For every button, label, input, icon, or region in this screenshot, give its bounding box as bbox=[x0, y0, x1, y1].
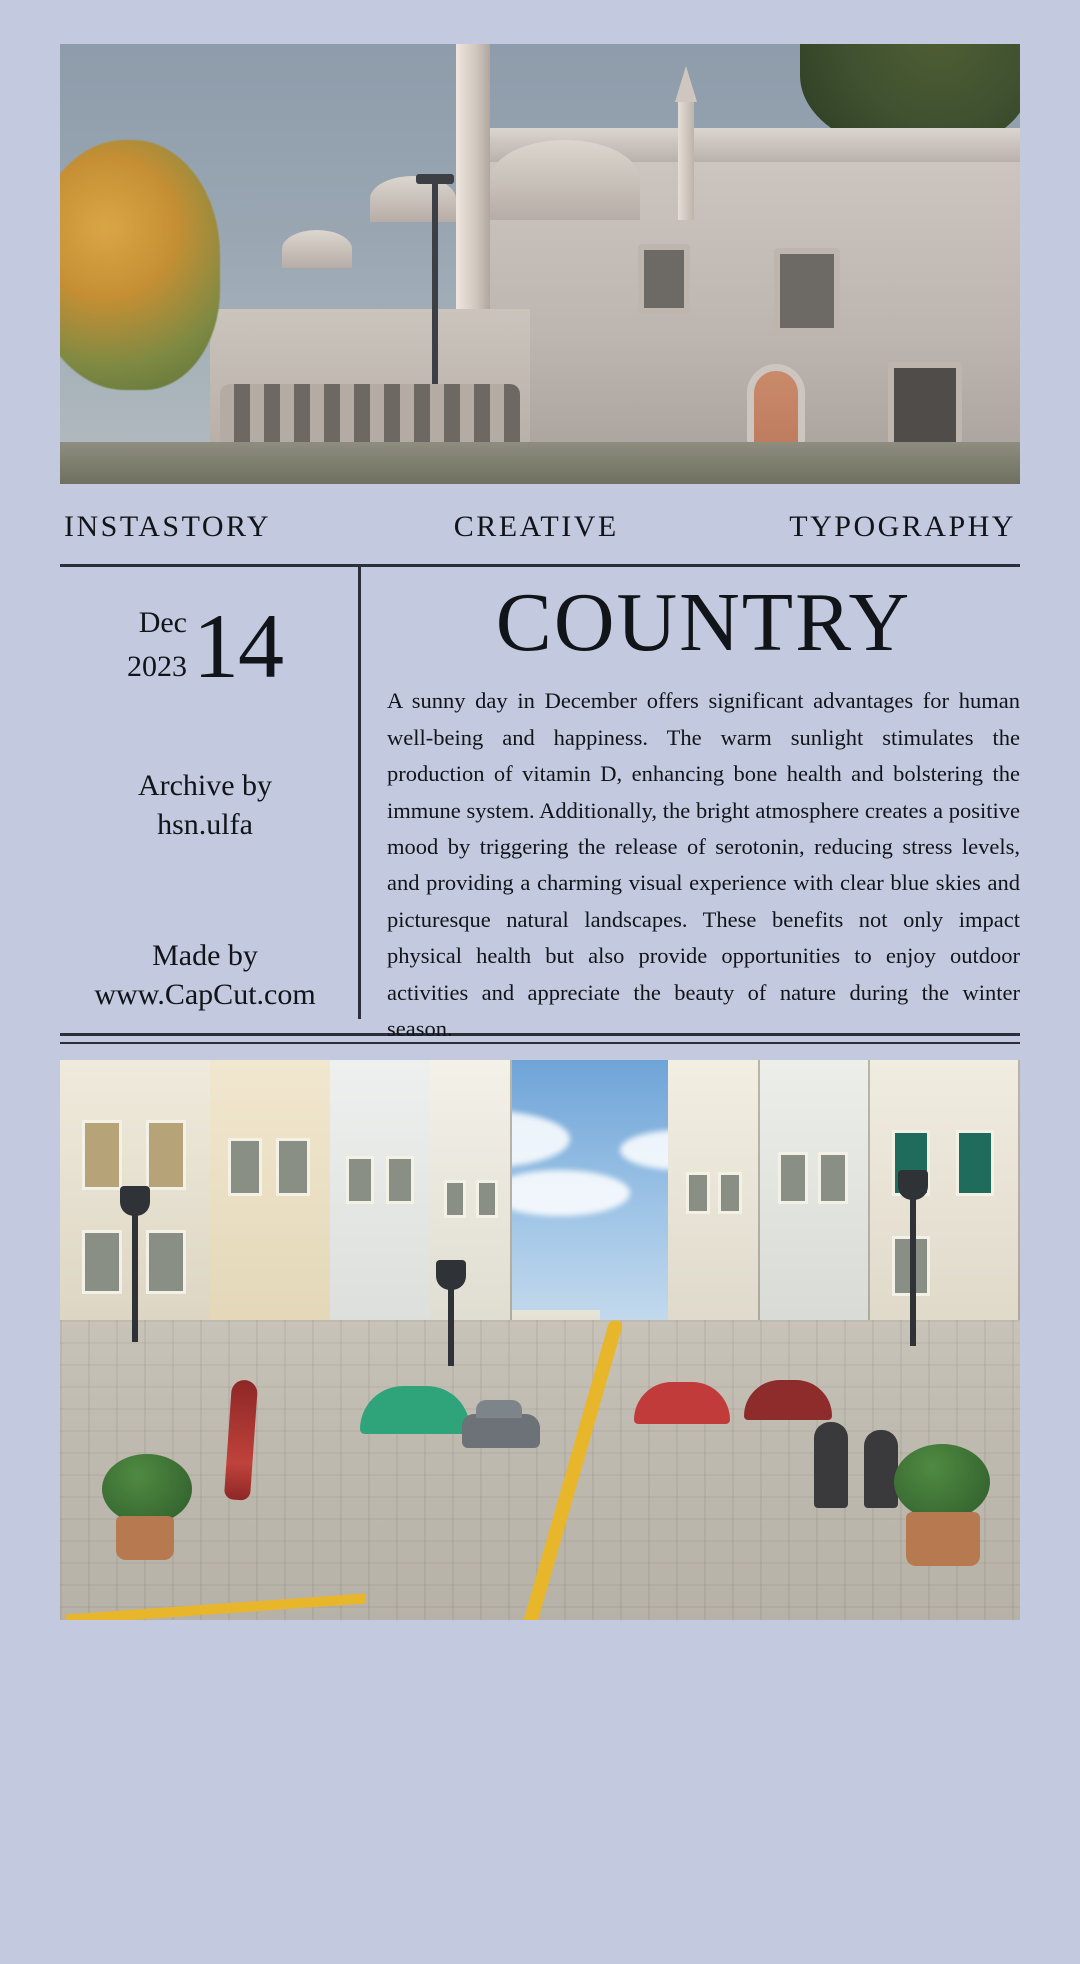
date-year: 2023 bbox=[127, 649, 187, 683]
flower-pot bbox=[116, 1516, 174, 1560]
parked-car bbox=[462, 1414, 540, 1448]
wall-window bbox=[774, 248, 840, 334]
statue bbox=[814, 1422, 848, 1508]
statue bbox=[864, 1430, 898, 1508]
content-column bbox=[361, 567, 1020, 1042]
window bbox=[346, 1156, 374, 1204]
keyword-right: TYPOGRAPHY bbox=[789, 510, 1016, 543]
window-shutter bbox=[82, 1120, 122, 1190]
street-image bbox=[60, 1060, 1020, 1620]
keyword-left: INSTASTORY bbox=[64, 510, 272, 543]
planter-foliage bbox=[894, 1444, 990, 1520]
street-lamp bbox=[910, 1196, 916, 1346]
window bbox=[444, 1180, 466, 1218]
page-title: COUNTRY bbox=[495, 576, 912, 669]
meta-column bbox=[60, 567, 350, 1019]
window bbox=[276, 1138, 310, 1196]
mosque-dome bbox=[282, 230, 352, 268]
autumn-tree bbox=[60, 140, 220, 390]
street-lamp bbox=[448, 1286, 454, 1366]
archive-handle: hsn.ulfa bbox=[157, 808, 253, 841]
archive-credit bbox=[60, 766, 350, 844]
window bbox=[686, 1172, 710, 1214]
lamp-head bbox=[436, 1260, 466, 1290]
window bbox=[778, 1152, 808, 1204]
window-shutter bbox=[956, 1130, 994, 1196]
article-block bbox=[60, 567, 1020, 1042]
window bbox=[718, 1172, 742, 1214]
keyword-row bbox=[60, 510, 1020, 544]
mosque-dome bbox=[490, 140, 640, 220]
archive-label: Archive by bbox=[137, 769, 273, 802]
lamp-post bbox=[432, 174, 438, 384]
lamp-head bbox=[120, 1186, 150, 1216]
story-page bbox=[0, 44, 1080, 1964]
lamp-head bbox=[898, 1170, 928, 1200]
made-by-label: Made by bbox=[152, 939, 258, 972]
flower-pot bbox=[906, 1512, 980, 1566]
ground bbox=[60, 442, 1020, 484]
window bbox=[386, 1156, 414, 1204]
made-by-credit bbox=[60, 936, 350, 1014]
street-lamp bbox=[132, 1212, 138, 1342]
window bbox=[228, 1138, 262, 1196]
hero-image bbox=[60, 44, 1020, 484]
keyword-center: CREATIVE bbox=[453, 510, 619, 543]
window bbox=[476, 1180, 498, 1218]
article-body: A sunny day in December offers significant advantages for human well-being and happiness. The warm sunlight stimulates the production of vitamin D, enhancing bone health and bolstering the immune system. Additionally, the bright atmosphere creates a positive mood by triggering the release of serotonin, reducing stress levels, and providing a charming visual experience with clear blue skies and picturesque natural landscapes. These benefits not only impact physical health but also provide opportunities to enjoy outdoor activities and appreciate the beauty of nature during the winter season. bbox=[387, 688, 1020, 1042]
date-day: 14 bbox=[193, 594, 283, 697]
minaret bbox=[678, 100, 694, 220]
planter-foliage bbox=[102, 1454, 192, 1524]
wall-window bbox=[638, 244, 690, 314]
window-shutter bbox=[146, 1120, 186, 1190]
window bbox=[82, 1230, 122, 1294]
window bbox=[818, 1152, 848, 1204]
made-by-url: www.CapCut.com bbox=[94, 978, 316, 1011]
date-group bbox=[60, 594, 350, 697]
date-month-year bbox=[127, 601, 187, 692]
arcade-columns bbox=[220, 384, 520, 442]
window bbox=[146, 1230, 186, 1294]
date-month: Dec bbox=[138, 606, 187, 639]
